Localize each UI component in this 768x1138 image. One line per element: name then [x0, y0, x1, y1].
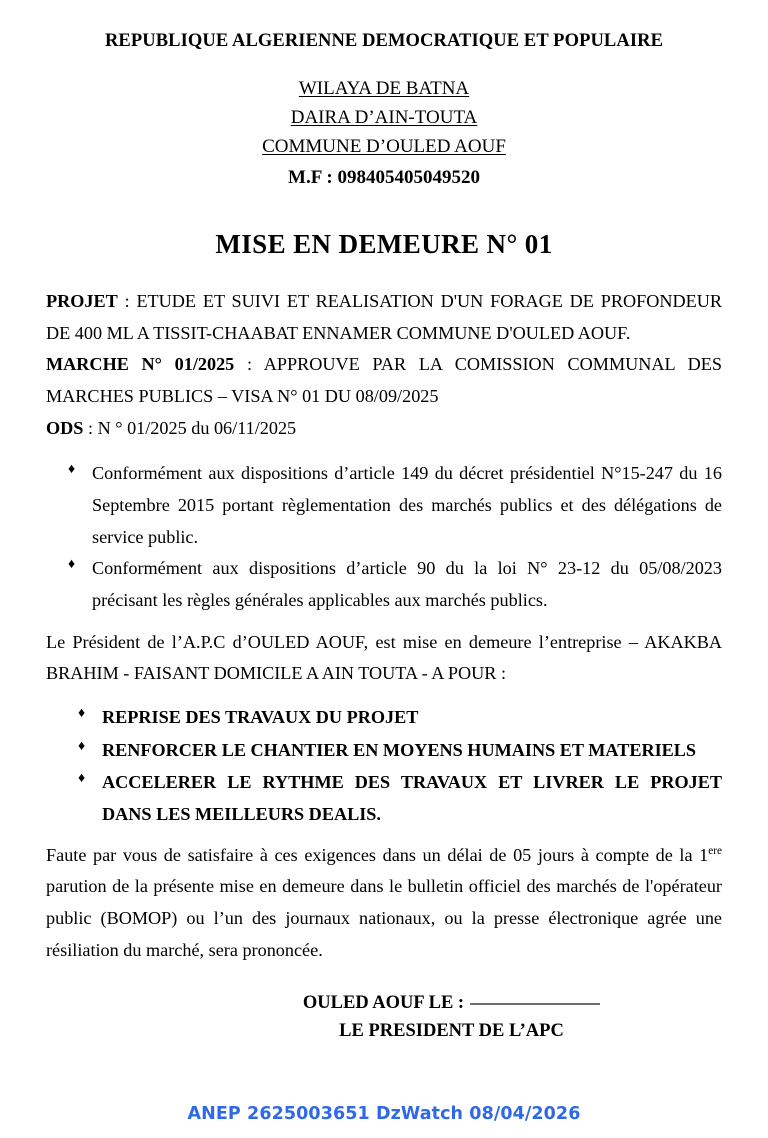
list-item [46, 767, 722, 830]
demands-list [46, 702, 722, 831]
field-marche-value: APPROUVE PAR LA COMISSION COMMUNAL DES MARCHES PUBLICS – VISA N° 01 DU 08/09/2025 [46, 354, 723, 406]
signature-block [46, 990, 722, 1046]
demand-text: ACCELERER LE RYTHME DES TRAVAUX ET LIVRER LE PROJET DANS LES MEILLEURS DEALIS. [102, 772, 722, 824]
closing-paragraph [46, 840, 722, 967]
signature-place-date-row [46, 990, 682, 1018]
field-projet-separator: : [117, 290, 137, 311]
field-ods-value: N ° 01/2025 du 06/11/2025 [97, 417, 297, 438]
diamond-bullet-icon: ♦ [68, 462, 76, 478]
field-projet [46, 286, 722, 349]
page-title: MISE EN DEMEURE N° 01 [215, 228, 553, 259]
organization-header [0, 75, 768, 193]
signature-title: LE PRESIDENT DE L’APC [339, 1021, 564, 1042]
list-item [46, 553, 722, 616]
demand-text: RENFORCER LE CHANTIER EN MOYENS HUMAINS ET MATERIELS [102, 739, 697, 760]
field-projet-label: PROJET [46, 290, 118, 311]
org-line-daira: DAIRA D’AIN-TOUTA [290, 107, 478, 129]
republic-header: REPUBLIQUE ALGERIENNE DEMOCRATIQUE ET POPULAIRE [104, 31, 664, 51]
field-projet-value: ETUDE ET SUIVI ET REALISATION D'UN FORAGE DE PROFONDEUR DE 400 ML A TISSIT-CHAABAT ENNAMER COMMUNE D'OULED AOUF. [46, 290, 722, 343]
field-ods-separator: : [83, 417, 98, 438]
list-item [46, 702, 722, 734]
field-marche-label: MARCHE N° 01/2025 [46, 354, 235, 375]
list-item [46, 458, 722, 553]
list-item [46, 735, 722, 767]
demand-text: REPRISE DES TRAVAUX DU PROJET [102, 706, 419, 727]
field-ods-label: ODS [46, 417, 84, 438]
anep-footer: ANEP 2625003651 DzWatch 08/04/2026 [187, 1104, 581, 1124]
signature-date-blank[interactable] [470, 1003, 600, 1005]
document-body [0, 286, 768, 1046]
diamond-bullet-icon: ♦ [78, 771, 86, 787]
diamond-bullet-icon: ♦ [68, 557, 76, 573]
diamond-bullet-icon: ♦ [78, 738, 86, 754]
field-marche-separator: : [234, 354, 264, 375]
closing-text-part1: Faute par vous de satisfaire à ces exigences dans un délai de 05 jours à compte de la 1 [46, 844, 709, 865]
signature-place-date-label: OULED AOUF LE : [302, 993, 465, 1014]
legal-bullet-text: Conformément aux dispositions d’article 90 du la loi N° 23-12 du 05/08/2023 précisant les règles générales applicables aux marchés publics. [92, 558, 722, 610]
legal-references-list [46, 458, 722, 616]
legal-bullet-text: Conformément aux dispositions d’article 149 du décret présidentiel N°15-247 du 16 Septembre 2015 portant règlementation des marchés publics et des délégations de service public. [92, 463, 722, 547]
org-line-commune: COMMUNE D’OULED AOUF [262, 136, 506, 158]
notice-intro-paragraph: Le Président de l’A.P.C d’OULED AOUF, est mise en demeure l’entreprise – AKAKBA BRAHIM - FAISANT DOMICILE A AIN TOUTA - A POUR : [46, 631, 722, 684]
org-line-wilaya: WILAYA DE BATNA [298, 78, 470, 100]
field-ods [46, 413, 722, 445]
ordinal-suffix: ere [708, 844, 722, 857]
field-marche [46, 349, 722, 412]
closing-text-part2: parution de la présente mise en demeure dans le bulletin officiel des marchés de l'opérateur public (BOMOP) ou l’un des journaux nationaux, ou la presse électronique agrée une résiliation du marché, sera prononcée. [46, 876, 722, 960]
diamond-bullet-icon: ♦ [78, 705, 86, 721]
tax-id-line: M.F : 098405405049520 [288, 166, 480, 188]
